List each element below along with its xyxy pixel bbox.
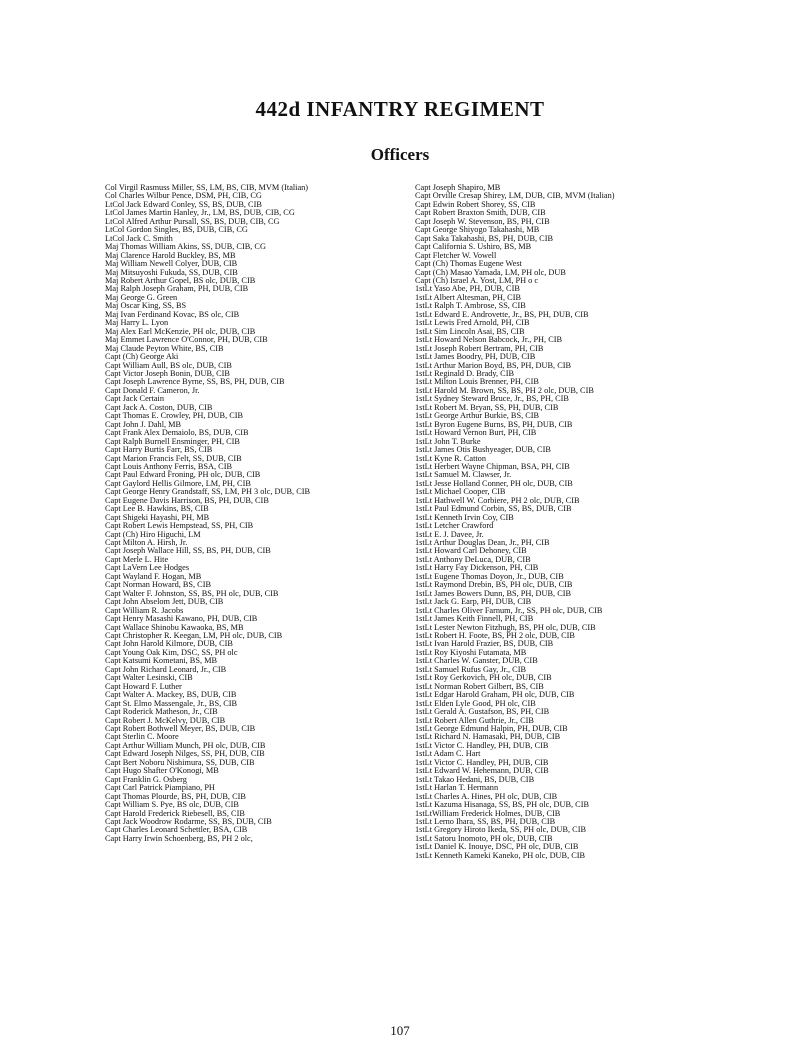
roster-entry: 1stLt Robert H. Foote, BS, PH 2 olc, DUB, CIB bbox=[415, 631, 575, 641]
roster-entry: Capt Shigeki Hayashi, PH, MB bbox=[105, 512, 210, 522]
roster-entry: 1stLt Lerno Ihara, SS, BS, PH, DUB, CIB bbox=[415, 816, 556, 826]
roster-entry: LtCol Alfred Arthur Pursall, SS, BS, DUB, CIB, CG bbox=[105, 216, 280, 226]
roster-entry: Capt (Ch) George Aki bbox=[105, 352, 179, 362]
roster-entry: Capt Christopher R. Keegan, LM, PH olc, DUB, CIB bbox=[105, 631, 283, 641]
roster-entry: Maj Harry L. Lyon bbox=[105, 318, 169, 328]
roster-entry: Capt Walter Lesinski, CIB bbox=[105, 673, 193, 683]
roster-entry: 1stLt Edward W. Hehemann, DUB, CIB bbox=[415, 766, 549, 776]
roster-entry: Capt Frank Alex Demaiolo, BS, DUB, CIB bbox=[105, 428, 249, 438]
roster-entry: Capt Louis Anthony Ferris, BSA, CIB bbox=[105, 461, 232, 471]
roster-entry: Capt William R. Jacobs bbox=[105, 605, 184, 615]
roster-entry: Capt John J. Dahl, MB bbox=[105, 419, 182, 429]
roster-entry: 1stLt Lester Newton Fitzhugh, BS, PH olc, DUB, CIB bbox=[415, 622, 596, 632]
roster-entry: Maj Ivan Ferdinand Kovac, BS olc, CIB bbox=[105, 309, 240, 319]
roster-entry: Capt Ralph Burnell Ensminger, PH, CIB bbox=[105, 436, 240, 446]
roster-entry: Maj Ralph Joseph Graham, PH, DUB, CIB bbox=[105, 284, 249, 294]
roster-entry: 1stLt Charles W. Ganster, DUB, CIB bbox=[415, 656, 538, 666]
roster-entry: 1stLt Robert Allen Guthrie, Jr., CIB bbox=[415, 715, 534, 725]
roster-entry: Capt Sterlin C. Moore bbox=[105, 732, 179, 742]
roster-entry: Capt Joseph Wallace Hill, SS, BS, PH, DUB, CIB bbox=[105, 546, 271, 556]
roster-entry: Capt Charles Leonard Schettler, BSA, CIB bbox=[105, 825, 248, 835]
roster-entry: Capt Joseph Lawrence Byrne, SS, BS, PH, DUB, CIB bbox=[105, 377, 285, 387]
roster-entry: 1stLt Howard Carl Dehoney, CIB bbox=[415, 546, 527, 556]
left-column bbox=[105, 184, 405, 843]
roster-entry: Capt Paul Edward Froning, PH olc, DUB, CIB bbox=[105, 470, 261, 480]
roster-entry: 1stLt Charles Oliver Farnum, Jr., SS, PH olc, DUB, CIB bbox=[415, 605, 603, 615]
roster-entry: Maj Alex Earl McKenzie, PH olc, DUB, CIB bbox=[105, 326, 256, 336]
roster-entry: Capt Arthur William Munch, PH olc, DUB, CIB bbox=[105, 740, 266, 750]
roster-entry: 1stLt Samuel Rufus Gay, Jr., CIB bbox=[415, 664, 527, 674]
roster-entry: 1stLt Herbert Wayne Chipman, BSA, PH, CIB bbox=[415, 461, 570, 471]
roster-entry: Capt Joseph Shapiro, MB bbox=[415, 183, 501, 192]
roster-entry: 1stLt Gregory Hiroto Ikeda, SS, PH olc, DUB, CIB bbox=[415, 825, 586, 835]
roster-entry: 1stLt Richard N. Hamasaki, PH, DUB, CIB bbox=[415, 732, 561, 742]
roster-entry: 1stLt Norman Robert Gilbert, BS, CIB bbox=[415, 681, 544, 691]
roster-entry: Capt Robert J. McKelvy, DUB, CIB bbox=[105, 715, 226, 725]
roster-entry: Capt Harold Frederick Riebesell, BS, CIB bbox=[105, 808, 245, 818]
roster-entry: 1stLt Jack G. Earp, PH, DUB, CIB bbox=[415, 597, 532, 607]
roster-entry: Capt (Ch) Masao Yamada, LM, PH olc, DUB bbox=[415, 267, 566, 277]
roster-entry: 1stLt Roy Kiyoshi Futamata, MB bbox=[415, 647, 527, 657]
roster-entry: 1stLt Anthony DeLuca, DUB, CIB bbox=[415, 554, 531, 564]
roster-entry: 1stLt Joseph Robert Bertram, PH, CIB bbox=[415, 343, 544, 353]
roster-entry: Capt Thomas Plourde, BS, PH, DUB, CIB bbox=[105, 791, 246, 801]
roster-entry: Capt Eugene Davis Harrison, BS, PH, DUB, CIB bbox=[105, 495, 269, 505]
roster-entry: Capt St. Elmo Massengale, Jr., BS, CIB bbox=[105, 698, 238, 708]
roster-entry: Capt Roderick Matheson, Jr., CIB bbox=[105, 707, 218, 717]
roster-entry: LtCol Gordon Singles, BS, DUB, CIB, CG bbox=[105, 225, 248, 235]
roster-entry: 1stLt Hathwell W. Corbiere, PH 2 olc, DUB, CIB bbox=[415, 495, 580, 505]
page-number: 107 bbox=[390, 1023, 410, 1038]
roster-entry: 1stLt James Boodry, PH, DUB, CIB bbox=[415, 352, 536, 362]
right-column bbox=[415, 184, 715, 860]
roster-entry: Capt Robert Lewis Hempstead, SS, PH, CIB bbox=[105, 521, 254, 531]
roster-entry: Capt Saka Takahashi, BS, PH, DUB, CIB bbox=[415, 233, 554, 243]
roster-entry: Maj Clarence Harold Buckley, BS, MB bbox=[105, 250, 236, 260]
roster-entry: 1stLt Edward E. Androvette, Jr., BS, PH, DUB, CIB bbox=[415, 309, 589, 319]
roster-entry: Capt Donald F. Cameron, Jr. bbox=[105, 385, 200, 395]
roster-entry: Capt Merle L. Hite bbox=[105, 554, 169, 564]
roster-entry: Capt Carl Patrick Piampiano, PH bbox=[105, 783, 215, 793]
roster-entry: 1stLt Letcher Crawford bbox=[415, 521, 494, 531]
roster-entry: 1stLt Victor C. Handley, PH, DUB, CIB bbox=[415, 740, 549, 750]
roster-entry: Capt Wayland F. Hogan, MB bbox=[105, 571, 202, 581]
page-title: 442d INFANTRY REGIMENT bbox=[255, 97, 545, 121]
roster-entry: 1stLt Arthur Douglas Dean, Jr., PH, CIB bbox=[415, 538, 550, 548]
roster-entry: Capt John Harold Kilmore, DUB, CIB bbox=[105, 639, 233, 649]
roster-entry: Capt Robert Bothwell Meyer, BS, DUB, CIB bbox=[105, 724, 256, 733]
roster-entry: Capt Harry Burtis Farr, BS, CIB bbox=[105, 445, 213, 455]
roster-entry: 1stLt Milton Louis Brenner, PH, CIB bbox=[415, 377, 539, 387]
roster-entry: Capt Henry Masashi Kawano, PH, DUB, CIB bbox=[105, 614, 258, 624]
roster-entry: LtCol Jack Edward Conley, SS, BS, DUB, CIB bbox=[105, 199, 262, 209]
roster-entry: 1stLt Yaso Abe, PH, DUB, CIB bbox=[415, 284, 520, 294]
roster-entry: Maj Robert Arthur Gopel, BS olc, DUB, CIB bbox=[105, 275, 256, 285]
roster-entry: 1stLt Adam C. Hart bbox=[415, 749, 481, 759]
roster-entry: 1stLt Reginald D. Brady, CIB bbox=[415, 368, 515, 378]
roster-entry: Maj Oscar King, SS, BS bbox=[105, 301, 187, 311]
roster-entry: Capt (Ch) Hiro Higuchi, LM bbox=[105, 529, 201, 539]
roster-entry: Maj Claude Peyton White, BS, CIB bbox=[105, 343, 224, 353]
roster-entry: Capt Jack A. Coston, DUB, CIB bbox=[105, 402, 213, 412]
roster-entry: Capt (Ch) Thomas Eugene West bbox=[415, 259, 522, 269]
roster-entry: 1stLt Kenneth Kameki Kaneko, PH olc, DUB, CIB bbox=[415, 850, 586, 860]
roster-entry: Capt Fletcher W. Vowell bbox=[415, 250, 497, 260]
roster-entry: 1stLt Charles A. Hines, PH olc, DUB, CIB bbox=[415, 791, 558, 801]
roster-entry: 1stLt Kazuma Hisanaga, SS, BS, PH olc, DUB, CIB bbox=[415, 800, 589, 810]
roster-entry: Capt Orville Cresap Shirey, LM, DUB, CIB, MVM (Italian) bbox=[415, 191, 615, 201]
roster-entry: Capt Harry Irwin Schoenberg, BS, PH 2 olc, bbox=[105, 833, 253, 843]
roster-entry: Maj Mitsuyoshi Fukuda, SS, DUB, CIB bbox=[105, 267, 238, 277]
roster-entry: 1stLt Victor C. Handley, PH, DUB, CIB bbox=[415, 757, 549, 767]
roster-entry: Capt Edward Joseph Nilges, SS, PH, DUB, CIB bbox=[105, 749, 265, 759]
roster-entry: 1stLt Sydney Steward Bruce, Jr., BS, PH, CIB bbox=[415, 394, 569, 404]
roster-entry: Capt George Henry Grandstaff, SS, LM, PH 3 olc, DUB, CIB bbox=[105, 487, 311, 497]
roster-entry: 1stLt James Otis Bushyeager, DUB, CIB bbox=[415, 445, 551, 455]
roster-entry: Capt California S. Ushiro, BS, MB bbox=[415, 242, 532, 252]
roster-entry: 1stLt James Bowers Dunn, BS, PH, DUB, CIB bbox=[415, 588, 572, 598]
roster-entry: Capt Thomas E. Crowley, PH, DUB, CIB bbox=[105, 411, 244, 421]
roster-entry: 1stLt Robert M. Bryan, SS, PH, DUB, CIB bbox=[415, 402, 559, 412]
roster-entry: 1stLt Howard Nelson Babcock, Jr., PH, CIB bbox=[415, 335, 563, 345]
roster-entry: Capt Franklin G. Osberg bbox=[105, 774, 187, 784]
roster-entry: 1stLt Howard Vernon Burt, PH, CIB bbox=[415, 428, 537, 438]
roster-entry: 1stLt Satoru Inomoto, PH olc, DUB, CIB bbox=[415, 833, 553, 843]
roster-entry: 1stLt Raymond Drebin, BS, PH olc, DUB, CIB bbox=[415, 580, 573, 590]
roster-entry: Capt William S. Pye, BS olc, DUB, CIB bbox=[105, 800, 239, 810]
roster-entry: Capt Hugo Shafter O'Konogi, MB bbox=[105, 766, 219, 776]
roster-entry: 1stLt Eugene Thomas Doyon, Jr., DUB, CIB bbox=[415, 571, 564, 581]
roster-entry: 1stLt E. J. Davee, Jr. bbox=[415, 529, 484, 539]
roster-entry: Capt John Richard Leonard, Jr., CIB bbox=[105, 664, 227, 674]
roster-entry: Col Charles Wilbur Pence, DSM, PH, CIB, CG bbox=[105, 191, 262, 201]
roster-entry: Capt Howard F. Luther bbox=[105, 681, 182, 691]
roster-entry: Capt Walter A. Mackey, BS, DUB, CIB bbox=[105, 690, 237, 700]
roster-entry: Capt Marion Francis Felt, SS, DUB, CIB bbox=[105, 453, 242, 463]
roster-entry: Capt Lee B. Hawkins, BS, CIB bbox=[105, 504, 209, 514]
roster-entry: Maj Thomas William Akins, SS, DUB, CIB, CG bbox=[105, 242, 266, 252]
roster-entry: 1stLt Kenneth Irvin Coy, CIB bbox=[415, 512, 514, 522]
roster-entry: 1stLt Daniel K. Inouye, DSC, PH olc, DUB, CIB bbox=[415, 842, 579, 852]
roster-entry: 1stLt Ivan Harold Frazier, BS, DUB, CIB bbox=[415, 639, 554, 649]
roster-entry: 1stLt John T. Burke bbox=[415, 436, 481, 446]
roster-entry: 1stLt Albert Altesman, PH, CIB bbox=[415, 292, 522, 302]
roster-entry: Maj George G. Green bbox=[105, 292, 178, 302]
roster-entry: Capt George Shiyogo Takahashi, MB bbox=[415, 225, 540, 235]
roster-entry: LtCol Jack C. Smith bbox=[105, 233, 173, 243]
roster-entry: 1stLt Samuel M. Clawser, Jr. bbox=[415, 470, 512, 480]
roster-entry: Capt Jack Certain bbox=[105, 394, 164, 404]
roster-entry: Capt Edwin Robert Shorey, SS, CIB bbox=[415, 199, 536, 209]
roster-entry: LtCol James Martin Hanley, Jr., LM, BS, DUB, CIB, CG bbox=[105, 208, 295, 218]
roster-entry: Capt LaVern Lee Hodges bbox=[105, 563, 190, 573]
roster-entry: Capt Bert Noboru Nishimura, SS, DUB, CIB bbox=[105, 757, 255, 767]
roster-entry: 1stLt Paul Edmund Corbin, SS, BS, DUB, CIB bbox=[415, 504, 572, 514]
roster-entry: 1stLt Arthur Marion Boyd, BS, PH, DUB, CIB bbox=[415, 360, 572, 370]
roster-entry: Col Virgil Rasmuss Miller, SS, LM, BS, CIB, MVM (Italian) bbox=[105, 183, 309, 192]
roster-entry: Capt Jack Woodrow Rodarme, SS, BS, DUB, CIB bbox=[105, 816, 272, 826]
roster-entry: 1stLt Jesse Holland Conner, PH olc, DUB, CIB bbox=[415, 478, 573, 488]
roster-entry: Capt Victor Joseph Bonin, DUB, CIB bbox=[105, 368, 230, 378]
roster-entry: Capt Katsumi Kometani, BS, MB bbox=[105, 656, 218, 666]
roster-entry: 1stLt Roy Gerkovich, PH olc, DUB, CIB bbox=[415, 673, 552, 683]
roster-entry: Capt (Ch) Israel A. Yost, LM, PH o c bbox=[415, 275, 539, 285]
roster-entry: 1stLt Michael Cooper, CIB bbox=[415, 487, 506, 497]
roster-entry: 1stLt Elden Lyle Good, PH olc, CIB bbox=[415, 698, 536, 708]
roster-entry: 1stLt Lewis Fred Arnold, PH, CIB bbox=[415, 318, 530, 328]
roster-entry: 1stLt Sim Lincoln Asai, BS, CIB bbox=[415, 326, 525, 336]
roster-entry: Capt John Abselom Jett, DUB, CIB bbox=[105, 597, 224, 607]
roster-entry: 1stLt Harold M. Brown, SS, BS, PH 2 olc, DUB, CIB bbox=[415, 385, 594, 395]
roster-entry: Capt Milton A. Hirsh, Jr. bbox=[105, 538, 188, 548]
roster-entry: Capt Robert Braxton Smith, DUB, CIB bbox=[415, 208, 546, 218]
roster-entry: 1stLt James Keith Finnell, PH, CIB bbox=[415, 614, 534, 624]
roster-entry: Maj William Newell Colyer, DUB, CIB bbox=[105, 259, 238, 269]
roster-entry: 1stLt George Edmund Halpin, PH, DUB, CIB bbox=[415, 724, 568, 733]
roster-entry: Maj Emmet Lawrence O'Connor, PH, DUB, CIB bbox=[105, 335, 268, 345]
roster-entry: Capt Gaylord Hellis Gilmore, LM, PH, CIB bbox=[105, 478, 251, 488]
roster-entry: Capt Young Oak Kim, DSC, SS, PH olc bbox=[105, 647, 238, 657]
roster-entry: 1stLt Harlan T. Hermann bbox=[415, 783, 499, 793]
roster-entry: Capt Norman Howard, BS, CIB bbox=[105, 580, 212, 590]
roster-entry: 1stLt Byron Eugene Burns, BS, PH, DUB, CIB bbox=[415, 419, 573, 429]
roster-entry: Capt Walter F. Johnston, SS, BS, PH olc, DUB, CIB bbox=[105, 588, 279, 598]
roster-entry: Capt Wallace Shinobu Kawaoka, BS, MB bbox=[105, 622, 244, 632]
section-title: Officers bbox=[370, 145, 430, 164]
roster-entry: 1stLt Harry Fay Dickenson, PH, CIB bbox=[415, 563, 539, 573]
roster-entry: 1stLt Gerald A. Gustafson, BS, PH, CIB bbox=[415, 707, 550, 717]
roster-entry: 1stLt Edgar Harold Graham, PH olc, DUB, CIB bbox=[415, 690, 575, 700]
roster-entry: 1stLt Takao Hedani, BS, DUB, CIB bbox=[415, 774, 535, 784]
roster-entry: 1stLt Ralph T. Ambrose, SS, CIB bbox=[415, 301, 526, 311]
roster-entry: Capt Joseph W. Stevenson, BS, PH, CIB bbox=[415, 216, 550, 226]
roster-entry: 1stLt George Arthur Burkie, BS, CIB bbox=[415, 411, 540, 421]
roster-entry: Capt William Aull, BS olc, DUB, CIB bbox=[105, 360, 232, 370]
roster-entry: 1stLtWilliam Frederick Holmes, DUB, CIB bbox=[415, 808, 561, 818]
roster-entry: 1stLt Kyne R. Catton bbox=[415, 453, 486, 463]
